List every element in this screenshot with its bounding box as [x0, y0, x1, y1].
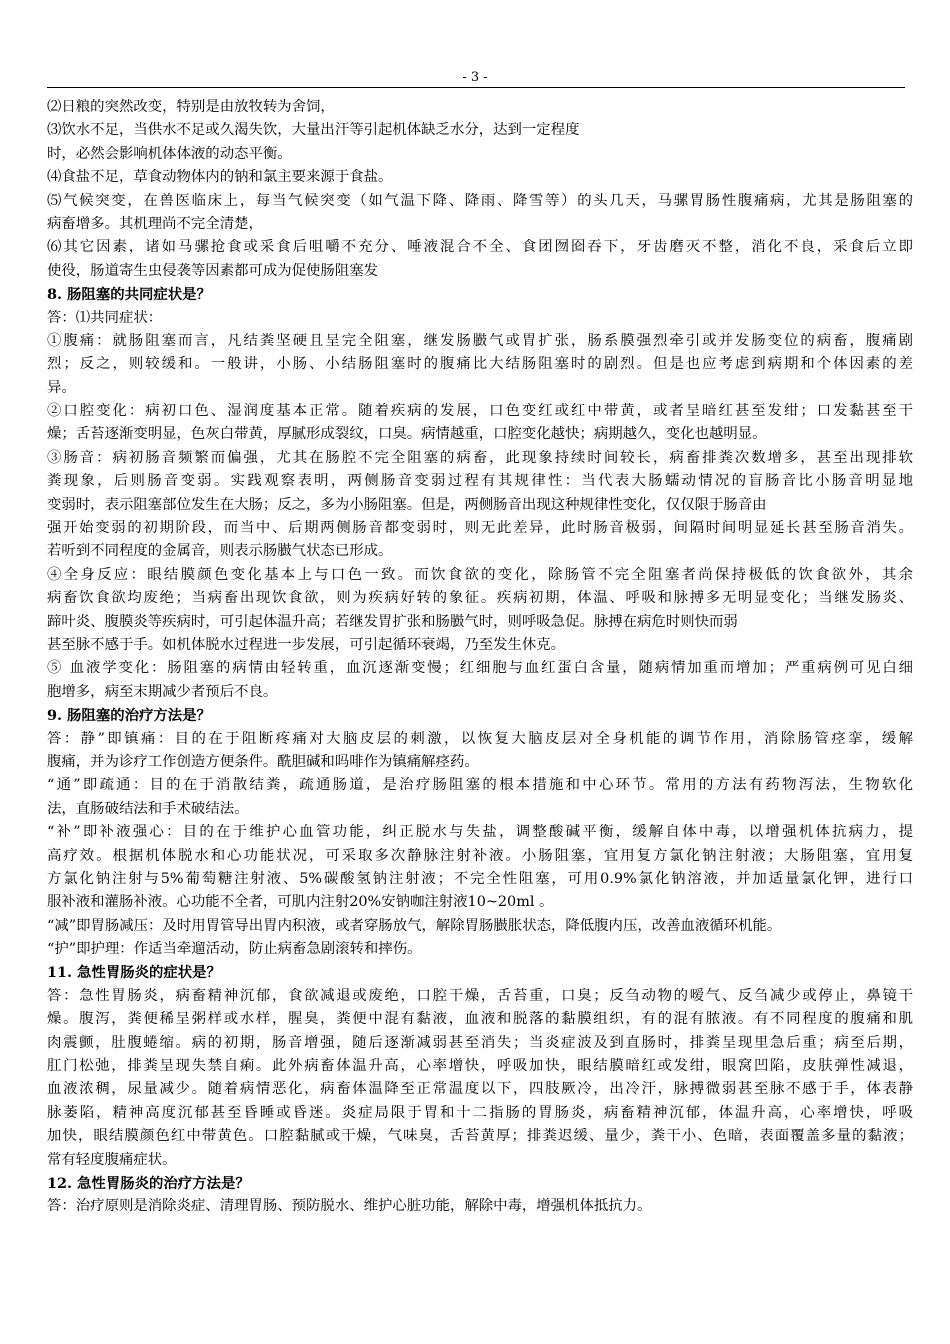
text-line: 脉萎陷，精神高度沉郁甚至昏睡或昏迷。炎症局限于胃和十二指肠的胃肠炎，病畜精神沉郁，体温升高，心率增快，呼吸 [47, 1104, 913, 1121]
text-line: 燥。腹泻，粪便稀呈粥样或水样，腥臭，粪便中混有黏液，血液和脱落的黏膜组织，有的混有脓液。有不同程度的腹痛和肌 [47, 1011, 913, 1028]
text-line: 高疗效。根据机体脱水和心功能状况，可采取多次静脉注射补液。小肠阻塞，宜用复方氯化钠注射液；大肠阻塞，宜用复 [47, 847, 913, 864]
text-line: 烈；反之，则较缓和。一般讲，小肠、小结肠阻塞时的腹痛比大结肠阻塞时的剧烈。但是也应考虑到病期和个体因素的差 [47, 356, 913, 373]
question-heading: 8. 肠阻塞的共同症状是？ [47, 286, 211, 304]
document-body [47, 96, 913, 1219]
text-line: 病畜增多。其机理尚不完全清楚， [47, 215, 263, 232]
text-line: 答：静”即镇痛：目的在于阻断疼痛对大脑皮层的刺激，以恢复大脑皮层对全身机能的调节作用，消除肠管痉挛，缓解 [47, 730, 913, 747]
text-line: 答：治疗原则是消除炎症、清理胃肠、预防脱水、维护心脏功能，解除中毒，增强机体抵抗力。 [47, 1198, 652, 1215]
text-line: 方氯化钠注射与5%葡萄糖注射液、5%碳酸氢钠注射液；不完全性阻塞，可用0.9%氯化钠溶液，并加适量氯化钾，进行口 [47, 870, 913, 887]
text-line: “减”即胃肠减压：及时用胃管导出胃内积液，或者穿肠放气，解除胃肠臌胀状态，降低腹内压，改善血液循环机能。 [47, 917, 782, 934]
text-line: ⑶饮水不足，当供水不足或久渴失饮，大量出汗等引起机体缺乏水分，达到一定程度 [47, 122, 580, 139]
text-line: 肉震颤，肚腹蜷缩。病的初期，肠音增强，随后逐渐减弱甚至消失；当炎症波及到直肠时，排粪呈现里急后重；病至后期， [47, 1034, 913, 1051]
text-line: 肛门松弛，排粪呈现失禁自痢。此外病畜体温升高，心率增快，呼吸加快，眼结膜暗红或发绀，眼窝凹陷，皮肤弹性减退， [47, 1058, 913, 1075]
text-line: ⑸气候突变，在兽医临床上，每当气候突变（如气温下降、降雨、降雪等）的头几天，马骡胃肠性腹痛病，尤其是肠阻塞的 [47, 192, 913, 209]
text-line: 粪现象，后则肠音变弱。实践观察表明，两侧肠音变弱过程有其规律性：当代表大肠蠕动情况的盲肠音比小肠音明显地 [47, 473, 913, 490]
text-line: 服补液和灌肠补液。心功能不全者，可肌内注射20%安钠咖注射液10~20ml 。 [47, 894, 554, 911]
question-heading: 12. 急性胃肠炎的治疗方法是？ [47, 1174, 250, 1192]
text-line: 法，直肠破结法和手术破结法。 [47, 800, 249, 817]
text-line: 时，必然会影响机体体液的动态平衡。 [47, 145, 292, 162]
text-line: 蹄叶炎、腹膜炎等疾病时，可引起体温升高；若继发胃扩张和肠臌气时，则呼吸急促。脉搏在病危时则快而弱 [47, 613, 738, 630]
text-line: 强开始变弱的初期阶段，而当中、后期两侧肠音都变弱时，则无此差异，此时肠音极弱，间隔时间明显延长甚至肠音消失。 [47, 520, 913, 537]
text-line: ⑷食盐不足，草食动物体内的钠和氯主要来源于食盐。 [47, 169, 393, 186]
text-line: 胞增多，病至末期减少者预后不良。 [47, 683, 278, 700]
text-line: ⑤ 血液学变化：肠阻塞的病情由轻转重，血沉逐渐变慢；红细胞与血红蛋白含量，随病情加重而增加；严重病例可见白细 [47, 660, 913, 677]
text-line: 加快，眼结膜颜色红中带黄色。口腔黏腻或干燥，气味臭，舌苔黄厚；排粪迟缓、量少，粪干小、色暗，表面覆盖多量的黏液； [47, 1128, 913, 1145]
header-rule [47, 87, 905, 88]
text-line: ②口腔变化：病初口色、湿润度基本正常。随着疾病的发展，口色变红或红中带黄，或者呈暗红甚至发绀；口发黏甚至干 [47, 403, 913, 420]
text-line: 血液浓稠，尿量减少。随着病情恶化，病畜体温降至正常温度以下，四肢厥冷，出冷汗，脉搏微弱甚至脉不感于手，体表静 [47, 1081, 913, 1098]
text-line: ①腹痛：就肠阻塞而言，凡结粪坚硬且呈完全阻塞，继发肠臌气或胃扩张，肠系膜强烈牵引或并发肠变位的病畜，腹痛剧 [47, 332, 913, 349]
text-line: ⑵日粮的突然改变，特别是由放牧转为舍饲， [47, 99, 335, 115]
page-number: - 3 - [462, 70, 488, 85]
text-line: 使役，肠道寄生虫侵袭等因素都可成为促使肠阻塞发 [47, 262, 378, 279]
text-line: ③肠音：病初肠音频繁而偏强，尤其在肠腔不完全阻塞的病畜，此现象持续时间较长，病畜排粪次数增多，甚至出现排软 [47, 449, 913, 466]
text-line: 答：急性胃肠炎，病畜精神沉郁，食欲减退或废绝，口腔干燥，舌苔重，口臭；反刍动物的嗳气、反刍减少或停止，鼻镜干 [47, 987, 913, 1004]
text-line: 异。 [47, 379, 76, 396]
text-line: 腹痛，并为诊疗工作创造方便条件。酰胆碱和吗啡作为镇痛解痉药。 [47, 753, 479, 770]
text-line: “补”即补液强心：目的在于维护心血管功能，纠正脱水与失盐，调整酸碱平衡，缓解自体中毒，以增强机体抗病力，提 [47, 824, 913, 841]
text-line: 答：⑴共同症状： [47, 309, 163, 326]
text-line: 变弱时，表示阻塞部位发生在大肠；反之，多为小肠阻塞。但是，两侧肠音出现这种规律性变化，仅仅限于肠音由 [47, 496, 767, 513]
text-line: 燥；舌苔逐渐变明显，色灰白带黄，厚腻形成裂纹，口臭。病情越重，口腔变化越快；病期越久，变化也越明显。 [47, 426, 767, 443]
text-line: 若听到不同程度的金属音，则表示肠臌气状态已形成。 [47, 543, 393, 560]
text-line: “护”即护理：作适当牵遛活动，防止病畜急剧滚转和摔伤。 [47, 941, 422, 958]
text-line: “通”即疏通：目的在于消散结粪，疏通肠道，是治疗肠阻塞的根本措施和中心环节。常用的方法有药物泻法，生物软化 [47, 777, 913, 794]
question-heading: 11. 急性胃肠炎的症状是？ [47, 964, 221, 982]
text-line: 病畜饮食欲均废绝；当病畜出现饮食欲，则为疾病好转的象征。疾病初期，体温、呼吸和脉搏多无明显变化；当继发肠炎、 [47, 590, 913, 607]
text-line: ⑹其它因素，诸如马骡抢食或采食后咀嚼不充分、唾液混合不全、食团囫囵吞下，牙齿磨灭不整，消化不良，采食后立即 [47, 239, 913, 256]
text-line: ④全身反应：眼结膜颜色变化基本上与口色一致。而饮食欲的变化，除肠管不完全阻塞者尚保持极低的饮食欲外，其余 [47, 566, 913, 583]
text-line: 常有轻度腹痛症状。 [47, 1151, 177, 1168]
question-heading: 9. 肠阻塞的治疗方法是？ [47, 707, 211, 725]
text-line: 甚至脉不感于手。如机体脱水过程进一步发展，可引起循环衰竭，乃至发生休克。 [47, 636, 566, 653]
